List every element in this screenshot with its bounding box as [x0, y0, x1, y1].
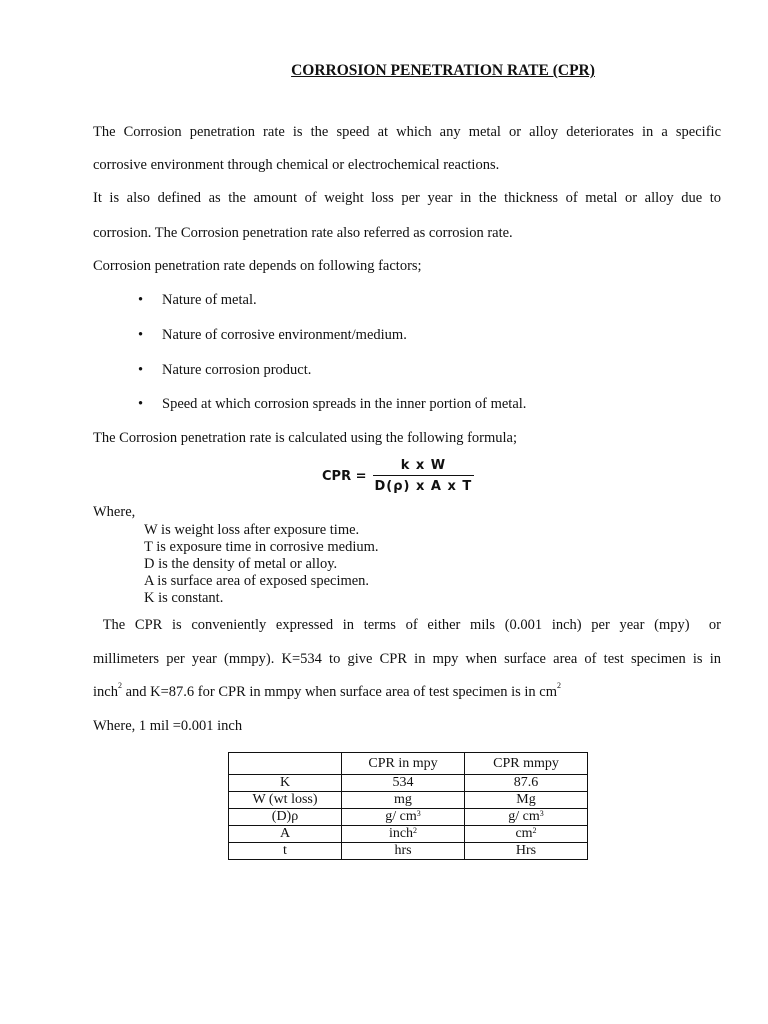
table-row: [229, 809, 588, 826]
table-cell-mmpy: Hrs: [465, 843, 588, 860]
table-cell-mmpy: g/ $cm^3$: [465, 809, 588, 826]
table-cell-mmpy: Mg: [465, 792, 588, 809]
table-cell-label: W (wt loss): [229, 792, 342, 809]
unit-text: and K=87.6 for CPR in mmpy when surface area of test specimen is in cm: [121, 684, 557, 700]
table-cell-mpy: 534: [342, 775, 465, 792]
table-row: [229, 792, 588, 809]
table-row: [229, 826, 588, 843]
cpr-formula: [322, 458, 474, 494]
factor-item: Nature of metal.: [162, 292, 257, 308]
formula-denominator: D(ρ) x A x T: [373, 475, 475, 494]
table-cell-mpy: inch$^2$: [342, 826, 465, 843]
cpr-units-line-2: millimeters per year (mmpy). K=534 to give CPR in mpy when surface area of test specimen is in: [93, 651, 721, 667]
page-title: CORROSION PENETRATION RATE (CPR): [291, 62, 595, 79]
intro-line-3: It is also defined as the amount of weight loss per year in the thickness of metal or alloy due to: [93, 190, 721, 206]
bullet-icon: •: [138, 292, 144, 308]
formula-numerator: k x W: [400, 458, 447, 473]
table-cell-label: t: [229, 843, 342, 860]
table-header-cell: CPR mmpy: [465, 753, 588, 775]
table-cell-mmpy: $cm^2$: [465, 826, 588, 843]
table-row: [229, 843, 588, 860]
factor-item: Speed at which corrosion spreads in the inner portion of metal.: [162, 396, 527, 412]
formula-lhs: CPR =: [322, 468, 367, 484]
cpr-units-line-3: [93, 681, 721, 701]
bullet-icon: •: [138, 362, 144, 378]
factor-item: Nature corrosion product.: [162, 362, 312, 378]
formula-fraction: [373, 458, 475, 494]
cpr-units-line-1: The CPR is conveniently expressed in terms of either mils (0.001 inch) per year (mpy) or: [93, 617, 721, 633]
factor-item: Nature of corrosive environment/medium.: [162, 327, 407, 343]
table-cell-label: (D)ρ: [229, 809, 342, 826]
intro-line-4: corrosion. The Corrosion penetration rate also referred as corrosion rate.: [93, 225, 513, 241]
table-row: [229, 775, 588, 792]
where-item: T is exposure time in corrosive medium.: [144, 539, 379, 555]
where-item: D is the density of metal or alloy.: [144, 556, 338, 572]
where-label: Where,: [93, 504, 136, 520]
table-header-cell: [229, 753, 342, 775]
intro-line-2: corrosive environment through chemical or electrochemical reactions.: [93, 157, 500, 173]
table-cell-mmpy: 87.6: [465, 775, 588, 792]
table-header-row: [229, 753, 588, 775]
intro-line-1: The Corrosion penetration rate is the speed at which any metal or alloy deteriorates in a specific: [93, 124, 721, 140]
mil-note: Where, 1 mil =0.001 inch: [93, 718, 243, 734]
where-item: W is weight loss after exposure time.: [144, 522, 360, 538]
factors-intro: Corrosion penetration rate depends on following factors;: [93, 258, 422, 274]
table-cell-mpy: mg: [342, 792, 465, 809]
table-cell-mpy: g/ $cm^3$: [342, 809, 465, 826]
formula-intro: The Corrosion penetration rate is calculated using the following formula;: [93, 430, 518, 446]
where-item: A is surface area of exposed specimen.: [144, 573, 370, 589]
superscript: 2: [117, 681, 122, 690]
units-table: [228, 752, 588, 860]
where-item: K is constant.: [144, 590, 224, 606]
bullet-icon: •: [138, 327, 144, 343]
bullet-icon: •: [138, 396, 144, 412]
table-header-cell: CPR in mpy: [342, 753, 465, 775]
table-cell-label: A: [229, 826, 342, 843]
unit-text: inch: [93, 684, 118, 700]
table-cell-mpy: hrs: [342, 843, 465, 860]
table-cell-label: K: [229, 775, 342, 792]
superscript: 2: [557, 681, 561, 690]
